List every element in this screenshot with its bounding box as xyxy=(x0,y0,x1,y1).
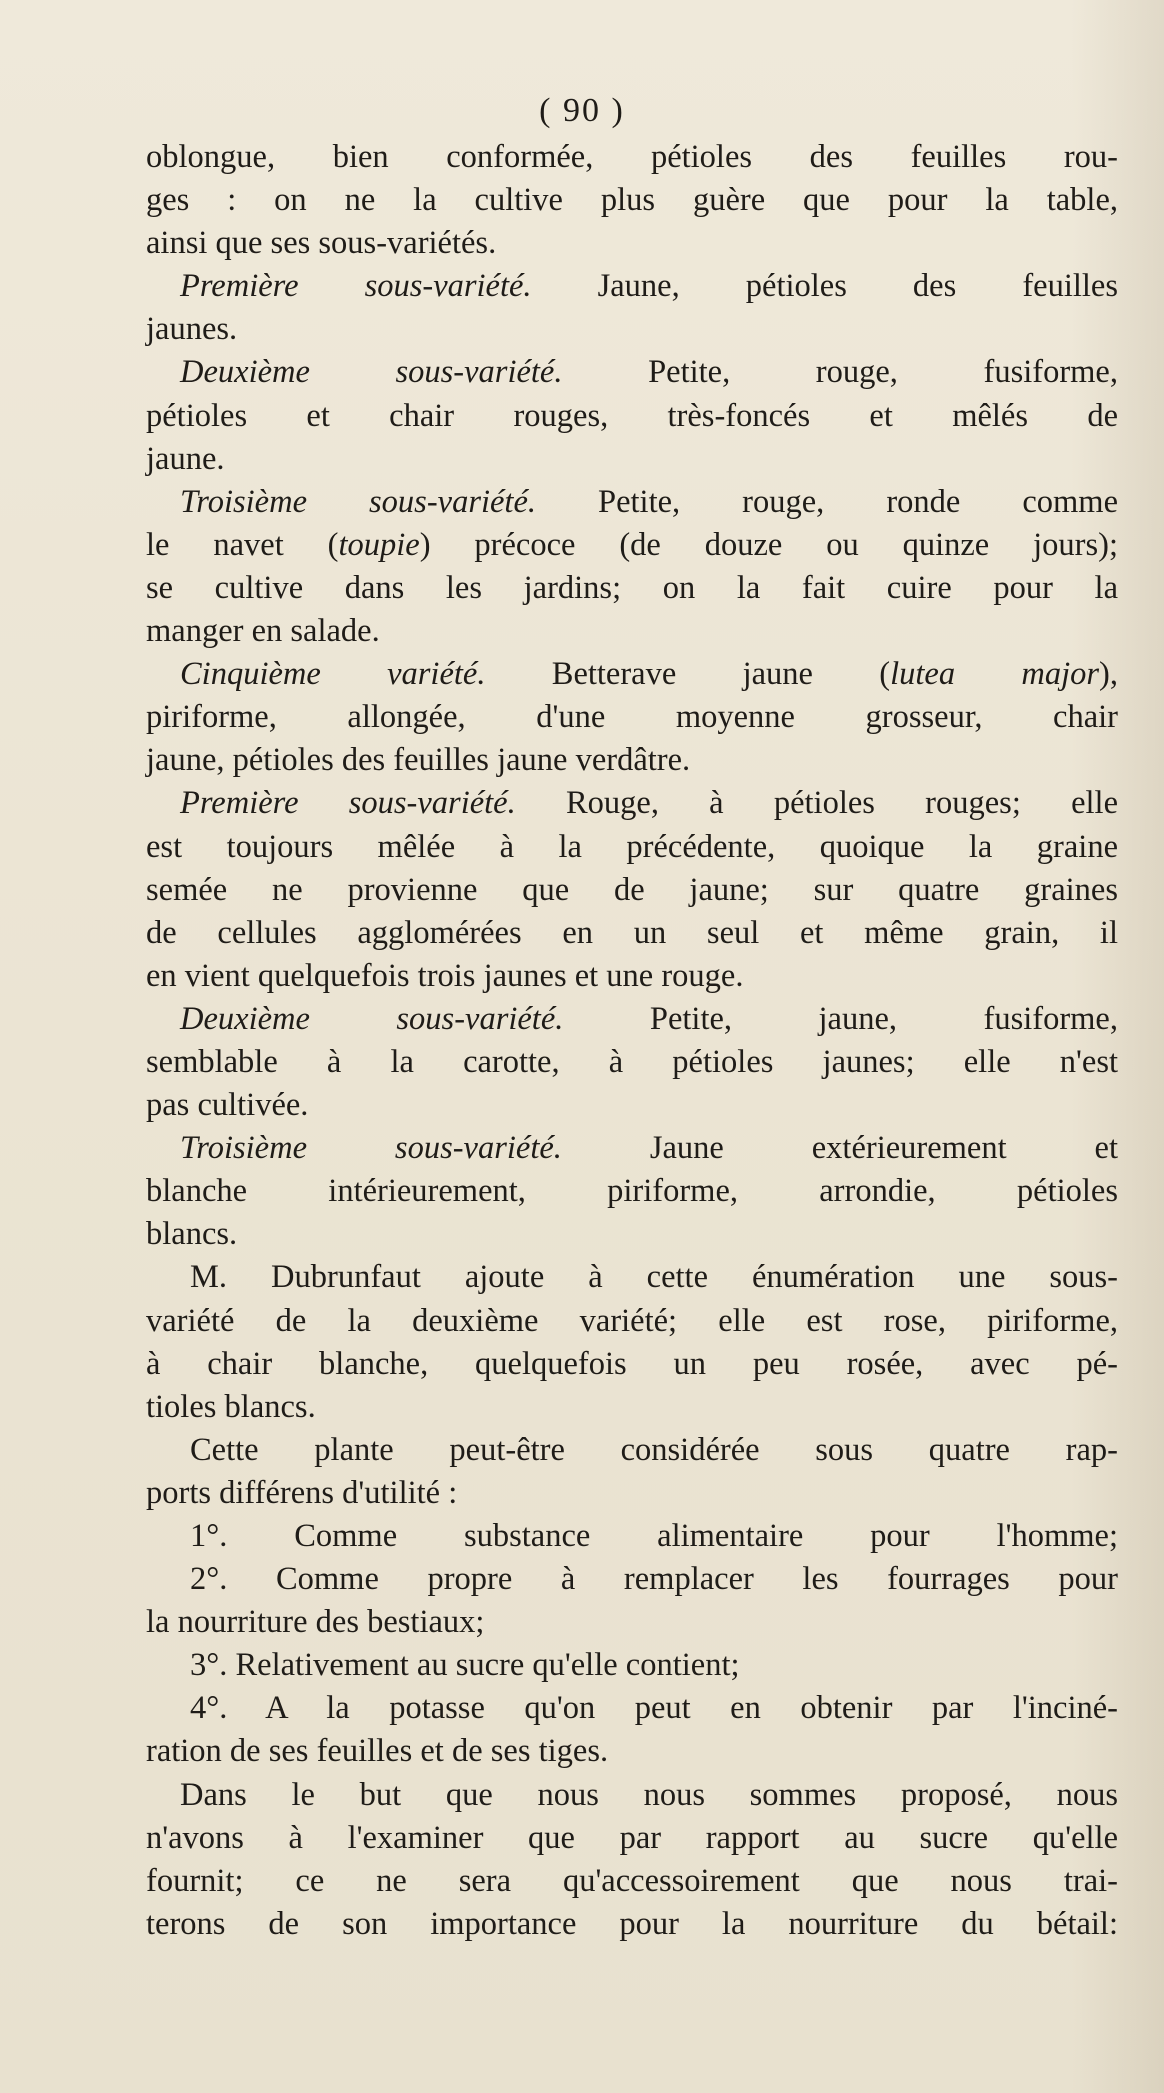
italic-heading: Première sous-variété. xyxy=(180,785,516,822)
italic-heading: Première sous-variété. xyxy=(180,268,532,305)
text-line: Deuxième sous-variété. Petite, jaune, fusiforme, xyxy=(180,1000,1118,1037)
text-line: la nourriture des bestiaux; xyxy=(146,1604,485,1641)
text-line: Troisième sous-variété. Jaune extérieurement et xyxy=(180,1130,1119,1167)
italic-heading: Cinquième variété. xyxy=(180,656,486,693)
text-line: semée ne provienne que de jaune; sur quatre graines xyxy=(146,871,1118,908)
text-line: est toujours mêlée à la précédente, quoique la graine xyxy=(146,828,1118,865)
italic-term: toupie xyxy=(338,526,420,563)
text-line: de cellules agglomérées en un seul et même grain, il xyxy=(146,914,1118,951)
text-line: jaune. xyxy=(146,440,225,477)
text-line: manger en salade. xyxy=(146,613,380,650)
text-line: M. Dubrunfaut ajoute à cette énumération une sous- xyxy=(190,1259,1118,1296)
text-line: jaune, pétioles des feuilles jaune verdâtre. xyxy=(146,742,691,779)
italic-heading: Deuxième sous-variété. xyxy=(180,1000,564,1037)
body-text xyxy=(146,136,1118,1946)
text-line: jaunes. xyxy=(146,311,238,348)
text-line: se cultive dans les jardins; on la fait cuire pour la xyxy=(146,569,1118,606)
text-line: ration de ses feuilles et de ses tiges. xyxy=(146,1733,609,1770)
text-line: piriforme, allongée, d'une moyenne grosseur, chair xyxy=(146,699,1118,736)
italic-heading: Deuxième sous-variété. xyxy=(180,354,563,391)
text-line: ges : on ne la cultive plus guère que pour la table, xyxy=(146,182,1118,219)
text-line: n'avons à l'examiner que par rapport au sucre qu'elle xyxy=(146,1819,1118,1856)
list-item: 1°. Comme substance alimentaire pour l'homme; xyxy=(190,1518,1118,1554)
text-line: Première sous-variété. Rouge, à pétioles rouges; elle xyxy=(180,785,1118,822)
text-line: pétioles et chair rouges, très-foncés et mêlés de xyxy=(146,397,1118,434)
italic-term: lutea major xyxy=(890,656,1100,693)
list-item: 2°. Comme propre à remplacer les fourrages pour xyxy=(190,1561,1118,1598)
text-line: en vient quelquefois trois jaunes et une rouge. xyxy=(146,957,744,994)
text-line: Cinquième variété. Betterave jaune (lutea major), xyxy=(180,656,1118,693)
list-item: 4°. A la potasse qu'on peut en obtenir par l'inciné- xyxy=(190,1690,1118,1727)
text-line: Troisième sous-variété. Petite, rouge, ronde comme xyxy=(180,483,1118,520)
text-line: fournit; ce ne sera qu'accessoirement que nous trai- xyxy=(146,1862,1118,1899)
text-line: tioles blancs. xyxy=(146,1388,316,1425)
text-line: à chair blanche, quelquefois un peu rosée, avec pé- xyxy=(146,1345,1118,1382)
text-line: pas cultivée. xyxy=(146,1087,309,1124)
text-line: Cette plante peut-être considérée sous quatre rap- xyxy=(190,1431,1118,1468)
text-line: le navet (toupie) précoce (de douze ou quinze jours); xyxy=(146,526,1118,563)
text-line: variété de la deuxième variété; elle est rose, piriforme, xyxy=(146,1302,1118,1339)
italic-heading: Troisième sous-variété. xyxy=(180,483,536,520)
text-line: ainsi que ses sous-variétés. xyxy=(146,225,497,262)
text-line: blanche intérieurement, piriforme, arrondie, pétioles xyxy=(146,1173,1118,1210)
text-line: ports différens d'utilité : xyxy=(146,1474,458,1511)
list-item: 3°. Relativement au sucre qu'elle contient; xyxy=(190,1647,740,1684)
text-line: semblable à la carotte, à pétioles jaunes; elle n'est xyxy=(146,1043,1118,1080)
italic-heading: Troisième sous-variété. xyxy=(180,1130,562,1167)
text-line: terons de son importance pour la nourriture du bétail: xyxy=(146,1905,1118,1942)
text-line: Deuxième sous-variété. Petite, rouge, fusiforme, xyxy=(180,354,1118,391)
text-line: Première sous-variété. Jaune, pétioles des feuilles xyxy=(180,268,1118,305)
page-number: ( 90 ) xyxy=(539,92,625,129)
text-line: blancs. xyxy=(146,1216,238,1253)
text-line: Dans le but que nous nous sommes proposé, nous xyxy=(180,1776,1118,1813)
text-line: oblongue, bien conformée, pétioles des feuilles rou- xyxy=(146,139,1118,175)
